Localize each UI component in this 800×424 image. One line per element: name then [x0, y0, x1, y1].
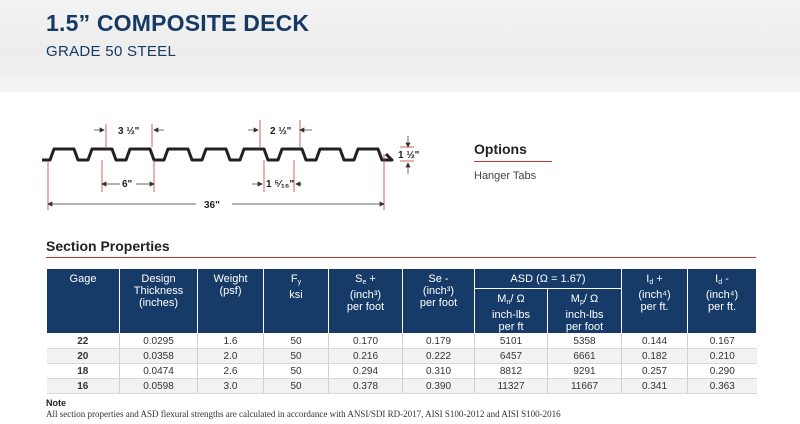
cell-weight: 1.6 — [198, 334, 264, 349]
cell-fy: 50 — [264, 349, 329, 364]
cell-se-negative: 0.222 — [403, 349, 475, 364]
cell-thickness: 0.0295 — [120, 334, 198, 349]
section-properties-table — [46, 268, 757, 394]
dim-height-label: 1 ½" — [398, 150, 420, 161]
cell-mp: 5358 — [548, 334, 622, 349]
page-header — [0, 0, 800, 92]
cell-se-negative: 0.179 — [403, 334, 475, 349]
col-header-fy: $F_y$ ksi — [264, 269, 329, 334]
cell-gage: 16 — [47, 379, 120, 394]
cell-thickness: 0.0358 — [120, 349, 198, 364]
deck-profile-diagram — [36, 114, 436, 224]
cell-mn: 6457 — [475, 349, 548, 364]
cell-id-positive: 0.341 — [622, 379, 688, 394]
cell-mp: 11667 — [548, 379, 622, 394]
cell-se-positive: 0.294 — [329, 364, 403, 379]
table-row — [47, 379, 757, 394]
cell-mn: 11327 — [475, 379, 548, 394]
col-header-weight: Weight (psf) — [198, 269, 264, 334]
col-header-asd: ASD (Ω = 1.67) — [475, 269, 622, 289]
option-hanger-tabs: Hanger Tabs — [474, 170, 537, 182]
cell-se-negative: 0.310 — [403, 364, 475, 379]
col-header-se-negative: Se - (inch³) per foot — [403, 269, 475, 334]
col-header-mn: $M_n/$ Ω inch-lbs per ft — [475, 289, 548, 334]
cell-id-positive: 0.144 — [622, 334, 688, 349]
cell-se-negative: 0.390 — [403, 379, 475, 394]
page-title: 1.5” COMPOSITE DECK — [46, 10, 310, 36]
table-row — [47, 334, 757, 349]
cell-se-positive: 0.378 — [329, 379, 403, 394]
dim-cover-width-label: 36" — [204, 200, 220, 211]
cell-fy: 50 — [264, 364, 329, 379]
note-text: All section properties and ASD flexural strengths are calculated in accordance with ANSI/SDI RD-2017, AISI S100-2012 and AISI S100-2016 — [46, 409, 561, 419]
cell-gage: 22 — [47, 334, 120, 349]
section-properties-divider — [46, 257, 756, 258]
cell-thickness: 0.0598 — [120, 379, 198, 394]
cell-id-negative: 0.290 — [688, 364, 757, 379]
col-header-id-negative: $I_d$ - (inch⁴) per ft. — [688, 269, 757, 334]
cell-fy: 50 — [264, 379, 329, 394]
cell-id-positive: 0.257 — [622, 364, 688, 379]
col-header-design-thickness: Design Thickness (inches) — [120, 269, 198, 334]
section-properties-title: Section Properties — [46, 238, 170, 254]
dim-bottom-flute-label: 1 ⁵⁄₁₆" — [266, 179, 295, 190]
cell-se-positive: 0.170 — [329, 334, 403, 349]
cell-fy: 50 — [264, 334, 329, 349]
note-label: Note — [46, 398, 66, 408]
cell-id-positive: 0.182 — [622, 349, 688, 364]
col-header-gage: Gage — [47, 269, 120, 334]
table-row — [47, 364, 757, 379]
cell-gage: 20 — [47, 349, 120, 364]
col-header-id-positive: $I_d$ + (inch⁴) per ft. — [622, 269, 688, 334]
cell-se-positive: 0.216 — [329, 349, 403, 364]
deck-profile-line — [42, 149, 392, 160]
cell-id-negative: 0.363 — [688, 379, 757, 394]
cell-id-negative: 0.167 — [688, 334, 757, 349]
cell-weight: 2.6 — [198, 364, 264, 379]
dim-bottom-pitch-label: 6" — [122, 179, 133, 190]
cell-weight: 2.0 — [198, 349, 264, 364]
cell-mp: 9291 — [548, 364, 622, 379]
cell-weight: 3.0 — [198, 379, 264, 394]
cell-mp: 6661 — [548, 349, 622, 364]
col-header-mp: $M_p/$ Ω inch-lbs per foot — [548, 289, 622, 334]
cell-thickness: 0.0474 — [120, 364, 198, 379]
options-title: Options — [474, 141, 527, 157]
cell-mn: 8812 — [475, 364, 548, 379]
page-subtitle: GRADE 50 STEEL — [46, 43, 177, 60]
cell-id-negative: 0.210 — [688, 349, 757, 364]
options-divider — [474, 161, 552, 162]
dim-top-rib-label: 3 ½" — [118, 126, 140, 137]
table-row — [47, 349, 757, 364]
cell-gage: 18 — [47, 364, 120, 379]
dim-pitch-top-label: 2 ½" — [270, 126, 292, 137]
cell-mn: 5101 — [475, 334, 548, 349]
col-header-se-positive: $S_e$ + (inch³) per foot — [329, 269, 403, 334]
